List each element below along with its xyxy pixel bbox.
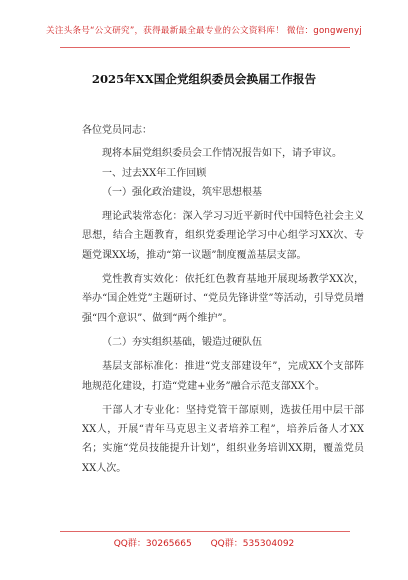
subsection-heading-1: （一）强化政治建设，筑牢思想根基 — [102, 186, 262, 198]
qq-group-2: QQ群：535304092 — [210, 539, 295, 549]
bottom-divider — [60, 531, 350, 532]
paragraph-party-education: 党性教育实效化：依托红色教育基地开展现场教学XX次，举办“国企姓党”主题研讨、“党员先锋讲堂”等活动，引导党员增强“四个意识”、做到“两个维护”。 — [82, 274, 364, 324]
top-banner: 关注头条号“公文研究”，获得最新最全最专业的公文资料库！ 微信：gongwenyj — [46, 26, 362, 36]
salutation: 各位党员同志： — [82, 125, 152, 136]
footer — [0, 536, 408, 549]
paragraph-cadre: 干部人才专业化：坚持党管干部原则，选拔任用中层干部XX人，开展“青年马克思主义者培养工程”，培养后备人才XX名；实施“党员技能提升计划”，组织业务培训XX期，覆盖党员XX人次。 — [82, 404, 364, 474]
paragraph-theory: 理论武装常态化：深入学习习近平新时代中国特色社会主义思想，结合主题教育，组织党委理论学习中心组学习XX次、专题党课XX场，推动“第一议题”制度覆盖基层支部。 — [82, 211, 364, 261]
intro-paragraph: 现将本届党组织委员会工作情况报告如下，请予审议。 — [102, 148, 342, 160]
document-title: 2025年XX国企党组织委员会换届工作报告 — [91, 72, 317, 86]
section-heading-1: 一、过去XX年工作回顾 — [102, 167, 207, 179]
document-body — [82, 121, 364, 478]
paragraph-branch: 基层支部标准化：推进“党支部建设年”，完成XX个支部阵地规范化建设，打造“党建+业务”融合示范支部XX个。 — [82, 361, 364, 392]
subsection-heading-2: （二）夯实组织基础，锻造过硬队伍 — [102, 336, 262, 348]
qq-group-1: QQ群：30265665 — [113, 539, 192, 549]
top-divider — [60, 47, 350, 48]
